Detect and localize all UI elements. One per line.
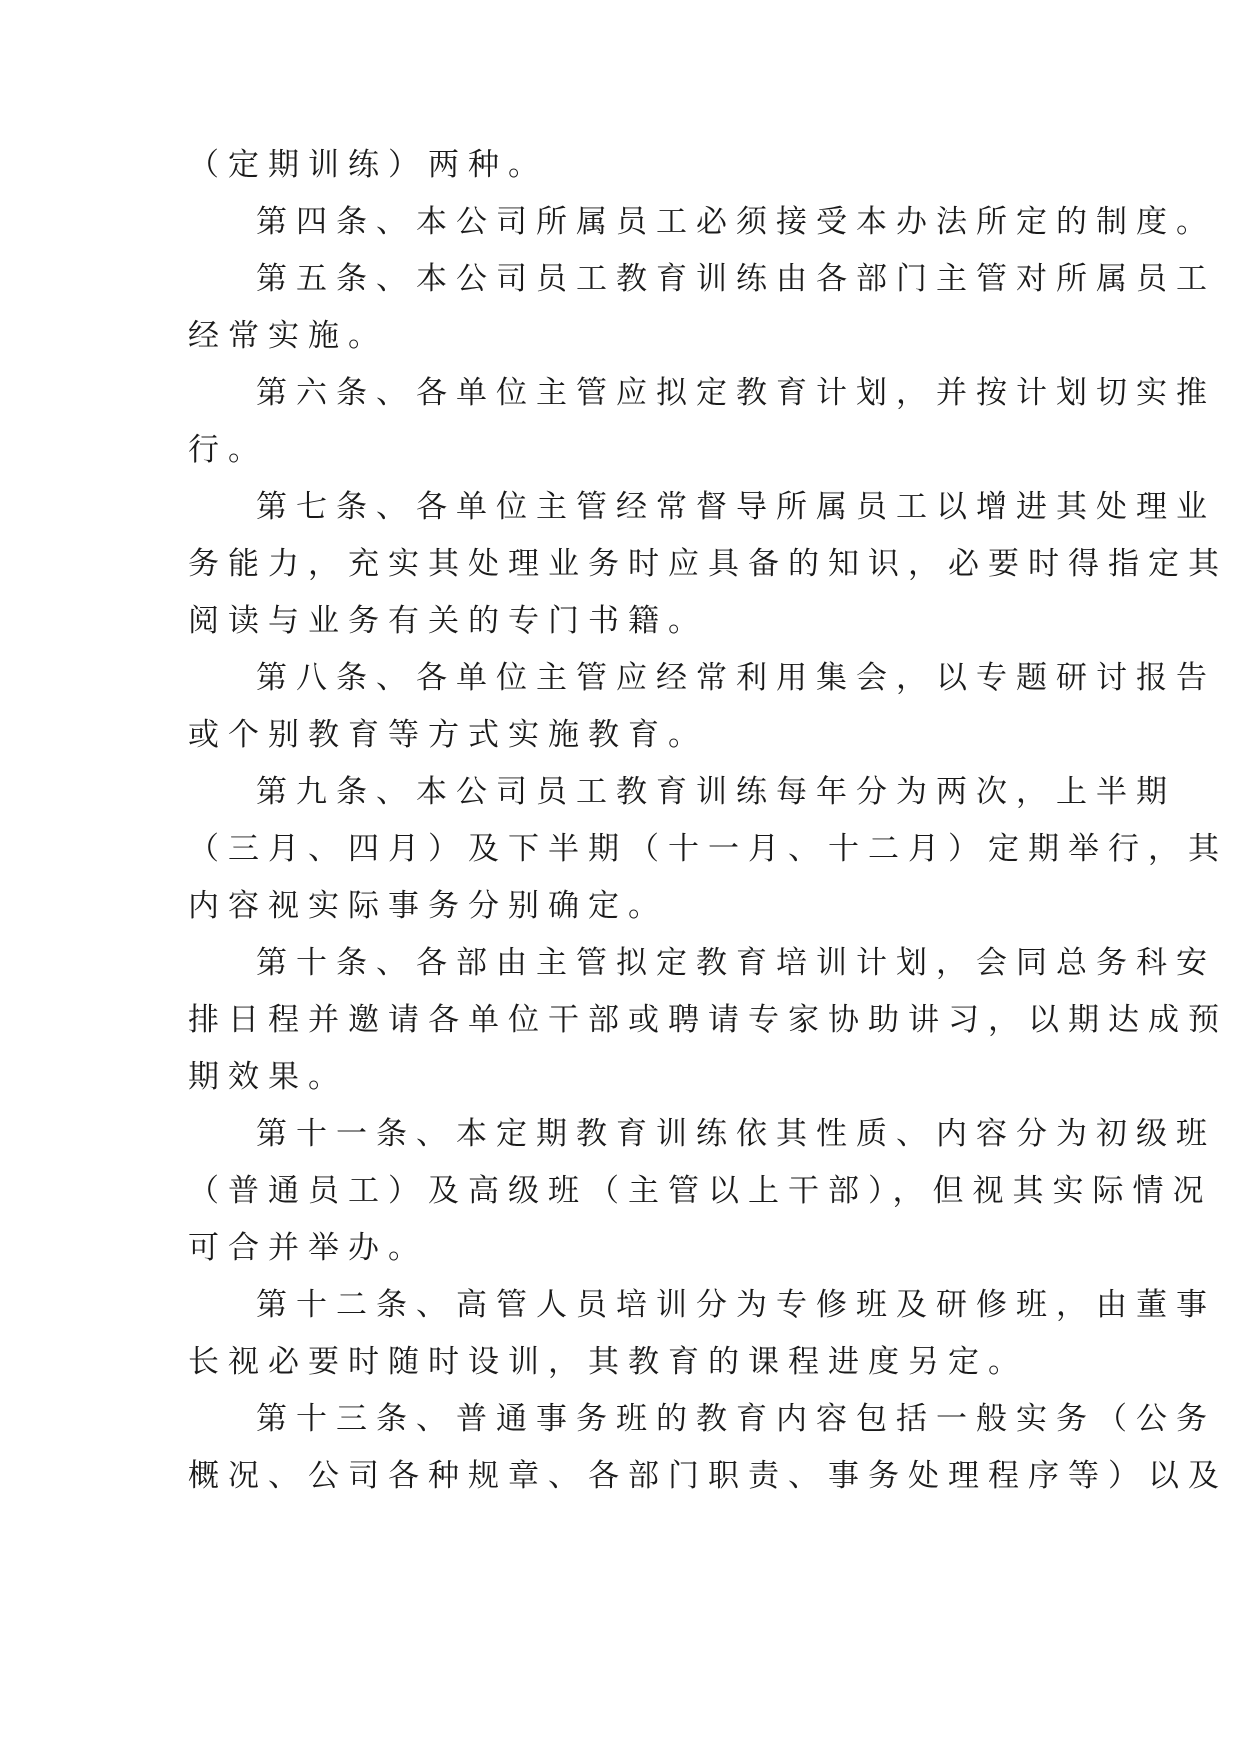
text-line: 长视必要时随时设训，其教育的课程进度另定。: [188, 1344, 1028, 1380]
text-line: 概况、公司各种规章、各部门职责、事务处理程序等）以及: [188, 1458, 1228, 1494]
text-line: 行。: [188, 432, 268, 468]
text-line: （普通员工）及高级班（主管以上干部），但视其实际情况: [188, 1173, 1213, 1209]
text-line: 第四条、本公司所属员工必须接受本办法所定的制度。: [256, 204, 1216, 240]
text-line: （定期训练）两种。: [188, 147, 548, 183]
text-line: 第十三条、普通事务班的教育内容包括一般实务（公务: [256, 1401, 1216, 1437]
text-line: 或个别教育等方式实施教育。: [188, 717, 708, 753]
text-line: 第十一条、本定期教育训练依其性质、内容分为初级班: [256, 1116, 1216, 1152]
text-line: 第十条、各部由主管拟定教育培训计划，会同总务科安: [256, 945, 1216, 981]
text-line: 阅读与业务有关的专门书籍。: [188, 603, 708, 639]
text-line: 可合并举办。: [188, 1230, 428, 1266]
text-line: 经常实施。: [188, 318, 388, 354]
text-line: 第七条、各单位主管经常督导所属员工以增进其处理业: [256, 489, 1216, 525]
text-line: 第十二条、高管人员培训分为专修班及研修班，由董事: [256, 1287, 1216, 1323]
text-line: 内容视实际事务分别确定。: [188, 888, 668, 924]
text-line: 期效果。: [188, 1059, 348, 1095]
text-line: 第五条、本公司员工教育训练由各部门主管对所属员工: [256, 261, 1216, 297]
text-line: 第六条、各单位主管应拟定教育计划，并按计划切实推: [256, 375, 1216, 411]
text-line: （三月、四月）及下半期（十一月、十二月）定期举行，其: [188, 831, 1228, 867]
text-line: 第九条、本公司员工教育训练每年分为两次，上半期: [256, 774, 1176, 810]
text-line: 排日程并邀请各单位干部或聘请专家协助讲习，以期达成预: [188, 1002, 1228, 1038]
text-line: 务能力，充实其处理业务时应具备的知识，必要时得指定其: [188, 546, 1228, 582]
text-line: 第八条、各单位主管应经常利用集会，以专题研讨报告: [256, 660, 1216, 696]
